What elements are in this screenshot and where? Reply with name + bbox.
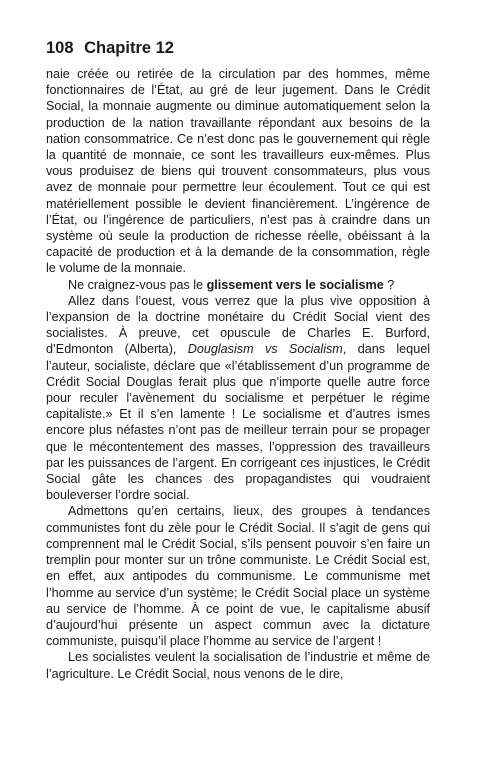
paragraph-text: , dans lequel l’auteur, socialiste, déclare que «l’établissement d’un programme de Crédit Social Douglas ferait plus que n’importe quelle autre force pour reculer l’avènement du socialisme et perpétuer le régime capitaliste.» Et il s’en lamente ! Le socialisme et d’autres ismes encore plus néfastes n’ont pas de meilleur terrain pour se propager que le mécontentement des masses, l’oppression des travailleurs par les puissances de l’argent. En corrigeant ces injustices, le Crédit Social gâte les chances des propagandistes qui voudraient bouleverser l’ordre social. <box>46 342 430 503</box>
question-mark: ? <box>383 277 395 292</box>
question-text: Ne craignez-vous pas le <box>68 277 207 292</box>
paragraph-communists <box>46 503 430 649</box>
paragraph-text: Allez dans l’ouest, vous verrez que la plus vive opposition à l’expansion de la doctrine monétaire du Crédit Social vient des socialistes. À preuve, cet opuscule de Charles E. Burford, d’Edmonton (Alberta), <box>46 293 430 357</box>
running-header <box>46 38 430 58</box>
book-title: Douglasism vs Socialism <box>187 342 343 357</box>
chapter-title: Chapitre 12 <box>84 39 174 57</box>
paragraph-continuation <box>46 66 430 277</box>
paragraph-text: naie créée ou retirée de la circulation par des hommes, même fonctionnaires de l’État, au gré de leur jugement. Dans le Crédit Social, la monnaie augmente ou diminue automatiquement selon la production de la nation travaillante répondant aux besoins de la nation consommatrice. Ce n’est donc pas le gouvernement qui règle la quantité de monnaie, ce sont les travailleurs eux-mêmes. Plus vous produisez de biens qui trouvent consommateurs, plus vous avez de monnaie pour permettre leur écoulement. Tout ce qui est matériellement possible le devient financièrement. L’ingérence de l’État, ou l’ingérence de particuliers, n’est pas à craindre dans un système où seule la production de richesse réelle, obéissant à la capacité de production et à la demande de la consommation, règle le volume de la monnaie. <box>46 67 430 276</box>
question-emphasis: glissement vers le socialisme <box>206 277 384 292</box>
paragraph-socialists <box>46 649 430 681</box>
paragraph-text: Admettons qu’en certains, lieux, des groupes à tendances communistes font du zèle pour le Crédit Social. Il s’agit de gens qui comprennent mal le Crédit Social, s’ils pensent pouvoir s’en faire un tremplin pour monter sur un trône communiste. Le Crédit Social est, en effet, aux antipodes du communisme. Le communisme met l’homme au service d’un système; le Crédit Social place un système au service de l’homme. À ce point de vue, le capitalisme abusif d’aujourd’hui présente un aspect commun avec la dictature communiste, puisqu’il place l’homme au service de l’argent ! <box>46 504 430 649</box>
book-page <box>46 38 430 682</box>
paragraph-text: Les socialistes veulent la socialisation de l’industrie et même de l’agriculture. Le Crédit Social, nous venons de le dire, <box>46 650 430 681</box>
paragraph-opposition <box>46 293 430 504</box>
body-text <box>46 66 430 682</box>
page-number: 108 <box>46 39 74 57</box>
paragraph-question <box>46 277 430 293</box>
